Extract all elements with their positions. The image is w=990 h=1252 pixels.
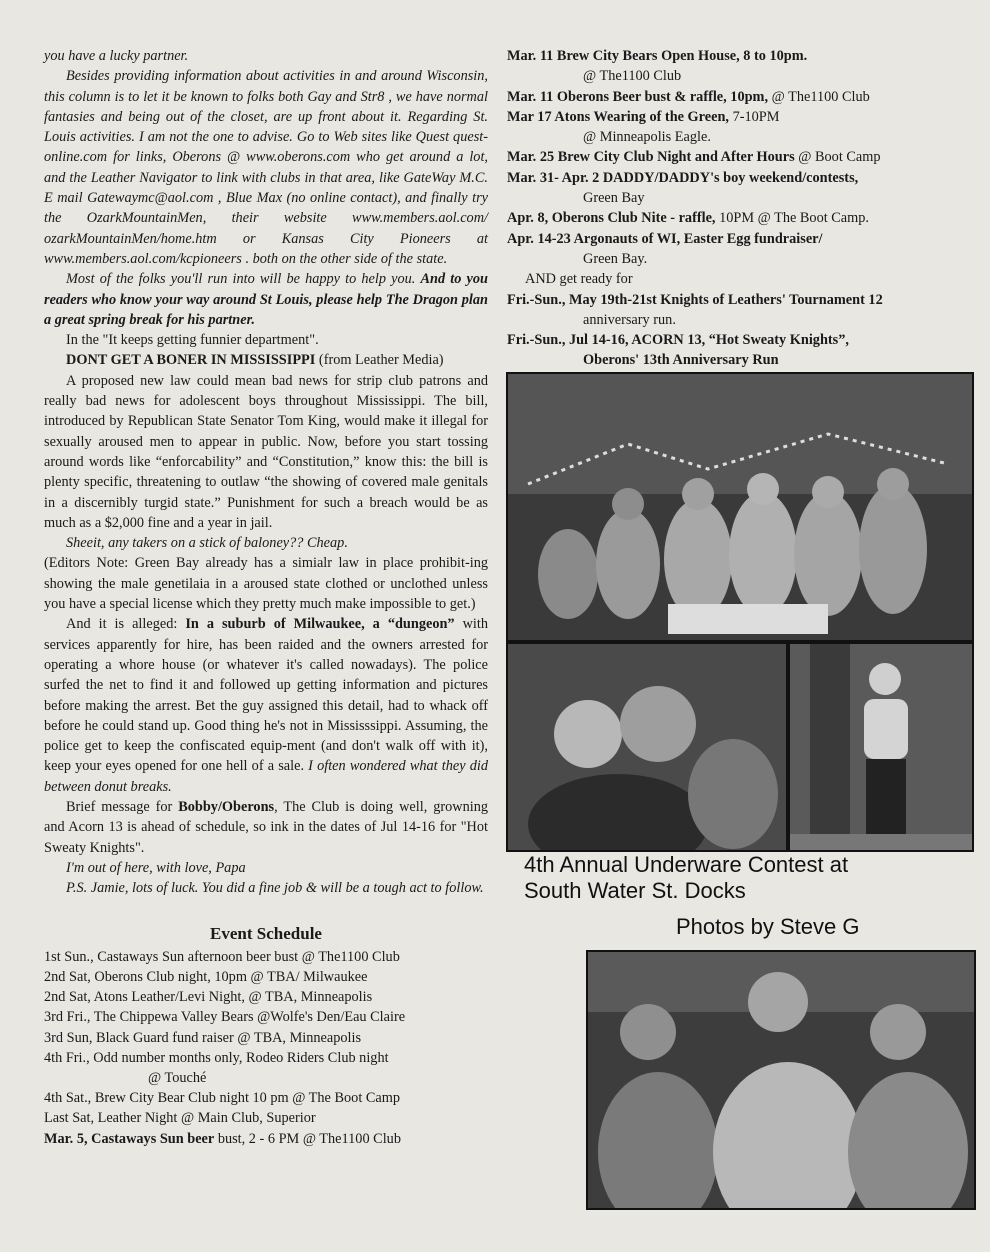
event-normal: @ The1100 Club [768, 88, 870, 105]
event-item [507, 87, 959, 107]
and-get-ready: AND get ready for [525, 271, 633, 288]
paragraph-7: Sheeit, any takers on a stick of baloney?? Cheap. [66, 535, 348, 552]
event-sub: anniversary run. [583, 311, 676, 328]
paragraph-10-a: Brief message for [66, 798, 179, 815]
event-schedule-list [44, 947, 488, 1149]
event-item [507, 229, 959, 249]
photo-group-image [508, 374, 972, 640]
event-item [507, 168, 959, 188]
paragraph-9-c: with services apparently for hire, has been raided and the owners arrested for operating a whore house (or whatever it's called nowadays). The police surfed the net to find it and followed up getting information and pictures before making the arrest. Bet the guy assigned this detail, had to whack off before he could stand up. Good thing he's not in Mississsippi. Assuming, the police get to keep the confiscated equip-ment (and don't walk off with it), keep your eyes opened for one hell of a sale. [44, 616, 488, 775]
event-bold: Fri.-Sun., May 19th-21st Knights of Leathers' Tournament 12 [507, 291, 883, 308]
event-item [507, 330, 959, 350]
event-bold: Mar. 25 Brew City Club Night and After Hours [507, 149, 795, 166]
paragraph-6: A proposed new law could mean bad news for strip club patrons and really bad news for adolescent boys throughout Mississippi. The bill, introduced by Republican State Senator Tom King, would make it illegal for sexually aroused men to appear in public. Now, before you start tossing around words like “enforcability” and “Constitution,” know this: the bill is plenty specific, threatening to outlaw “the showing of covered male genitals in a discernibly turgid state.” Punishment for such a breach would be as much as a $2,000 fine and a year in jail. [44, 372, 488, 531]
event-bold: Apr. 8, Oberons Club Nite - raffle, [507, 210, 716, 227]
right-column [507, 46, 959, 371]
paragraph-9-b: In a suburb of Milwaukee, a “dungeon” [185, 616, 455, 633]
event-normal: 10PM @ The Boot Camp. [715, 210, 869, 227]
event-bold: Apr. 14-23 Argonauts of WI, Easter Egg fundraiser/ [507, 230, 823, 247]
postscript: P.S. Jamie, lots of luck. You did a fine job & will be a tough act to follow. [66, 880, 484, 897]
event-bold: Mar. 31- Apr. 2 DADDY/DADDY's boy weekend/contests, [507, 169, 859, 186]
schedule-item-sub: @ Touché [148, 1069, 207, 1086]
headline-mississippi: DONT GET A BONER IN MISSISSIPPI [66, 352, 316, 369]
photo-caption [524, 852, 964, 904]
event-item [507, 208, 959, 228]
source-leather-media: (from Leather Media) [315, 352, 444, 369]
event-schedule-title: Event Schedule [210, 924, 322, 944]
event-normal: @ Boot Camp [794, 149, 881, 166]
paragraph-4: In the "It keeps getting funnier department". [66, 332, 319, 349]
schedule-item-last [44, 1129, 488, 1149]
photo-three-men [586, 950, 976, 1210]
paragraph-10-c: , The Club is doing well, growning and Acorn 13 is ahead of schedule, so ink in the dates of Jul 14-16 for "Hot Sweaty Knights". [44, 798, 489, 856]
event-bold: Mar. 11 Brew City Bears Open House, 8 to 10pm. [507, 48, 808, 64]
schedule-item: 3rd Fri., The Chippewa Valley Bears @Wolfe's Den/Eau Claire [44, 1009, 406, 1026]
event-sub [583, 350, 959, 370]
event-bold: Mar 17 Atons Wearing of the Green, [507, 108, 729, 125]
photo-group-underwear-contest [506, 372, 974, 642]
event-item [507, 46, 959, 66]
paragraph-10 [44, 797, 488, 858]
photo-three-men-image [588, 952, 974, 1208]
event-sub: Green Bay [583, 190, 645, 207]
schedule-item: 2nd Sat, Oberons Club night, 10pm @ TBA/ Milwaukee [44, 968, 368, 985]
paragraph-9-a: And it is alleged: [66, 616, 186, 633]
caption-line-2: South Water St. Docks [524, 878, 746, 903]
paragraph-1: you have a lucky partner. [44, 48, 189, 64]
paragraph-3-b: And to you readers who know your way around St Louis, please help The Dragon plan a great spring break for his partner. [44, 271, 488, 328]
paragraph-9 [44, 614, 488, 797]
schedule-item: 1st Sun., Castaways Sun afternoon beer bust @ The1100 Club [44, 948, 400, 965]
schedule-last-a: Mar. 5, Castaways Sun beer [44, 1130, 215, 1147]
paragraph-5 [44, 350, 488, 370]
paragraph-9-d: I often wondered what they did between donut breaks. [44, 758, 488, 795]
schedule-item: Last Sat, Leather Night @ Main Club, Superior [44, 1110, 316, 1127]
schedule-item: 4th Fri., Odd number months only, Rodeo Riders Club night [44, 1049, 389, 1066]
event-bold: Oberons' 13th Anniversary Run [583, 352, 779, 369]
paragraph-2: Besides providing information about activities in and around Wisconsin, this column is to let it be known to folks both Gay and Str8 , we have normal fantasies and being out of the closet, are up front about it. Regarding St. Louis activities. I am not the one to advise. Go to Web sites like Quest quest-online.com for links, Oberons @ www.oberons.com who get around a lot, and the Leather Navigator to link with clubs in that area, like GateWay M.C. E mail Gatewaymc@aol.com , Blue Max (no online contact), and finally try the OzarkMountainMen, their website www.members.aol.com/ ozarkMountainMen/home.htm or Kansas City Pioneers at www.members.aol.com/kcpioneers . both on the other side of the state. [44, 68, 488, 267]
event-normal: 7-10PM [729, 108, 780, 125]
photo-couple [506, 642, 788, 852]
paragraph-3-a: Most of the folks you'll run into will be happy to help you. [66, 271, 416, 288]
event-sub: Green Bay. [583, 250, 648, 267]
photo-credit: Photos by Steve G [676, 914, 860, 939]
signoff: I'm out of here, with love, Papa [66, 859, 246, 876]
event-item [507, 147, 959, 167]
caption-line-1: 4th Annual Underware Contest at [524, 852, 849, 877]
schedule-item: 4th Sat., Brew City Bear Club night 10 pm @ The Boot Camp [44, 1090, 401, 1107]
event-bold: Mar. 11 Oberons Beer bust & raffle, 10pm, [507, 88, 769, 105]
event-item [507, 107, 959, 127]
schedule-last-b: bust, 2 - 6 PM @ The1100 Club [214, 1130, 401, 1147]
schedule-item: 2nd Sat, Atons Leather/Levi Night, @ TBA, Minneapolis [44, 989, 373, 1006]
left-column [44, 46, 488, 1149]
event-bold: Fri.-Sun., Jul 14-16, ACORN 13, “Hot Sweaty Knights”, [507, 332, 849, 349]
photo-contestant-image [790, 644, 972, 850]
paragraph-3 [44, 269, 488, 330]
event-sub: @ Minneapolis Eagle. [583, 129, 711, 146]
photo-couple-image [508, 644, 786, 850]
event-sub: @ The1100 Club [583, 68, 682, 85]
paragraph-10-b: Bobby/Oberons [178, 798, 275, 815]
schedule-item: 3rd Sun, Black Guard fund raiser @ TBA, Minneapolis [44, 1029, 362, 1046]
photo-contestant [788, 642, 974, 852]
editors-note: (Editors Note: Green Bay already has a simialr law in place prohibit-ing showing the male genetilaia in a aroused state clothed or unclothed unless you have a special license which they pretty much make impossible to get.) [44, 555, 488, 613]
event-item [507, 290, 959, 310]
